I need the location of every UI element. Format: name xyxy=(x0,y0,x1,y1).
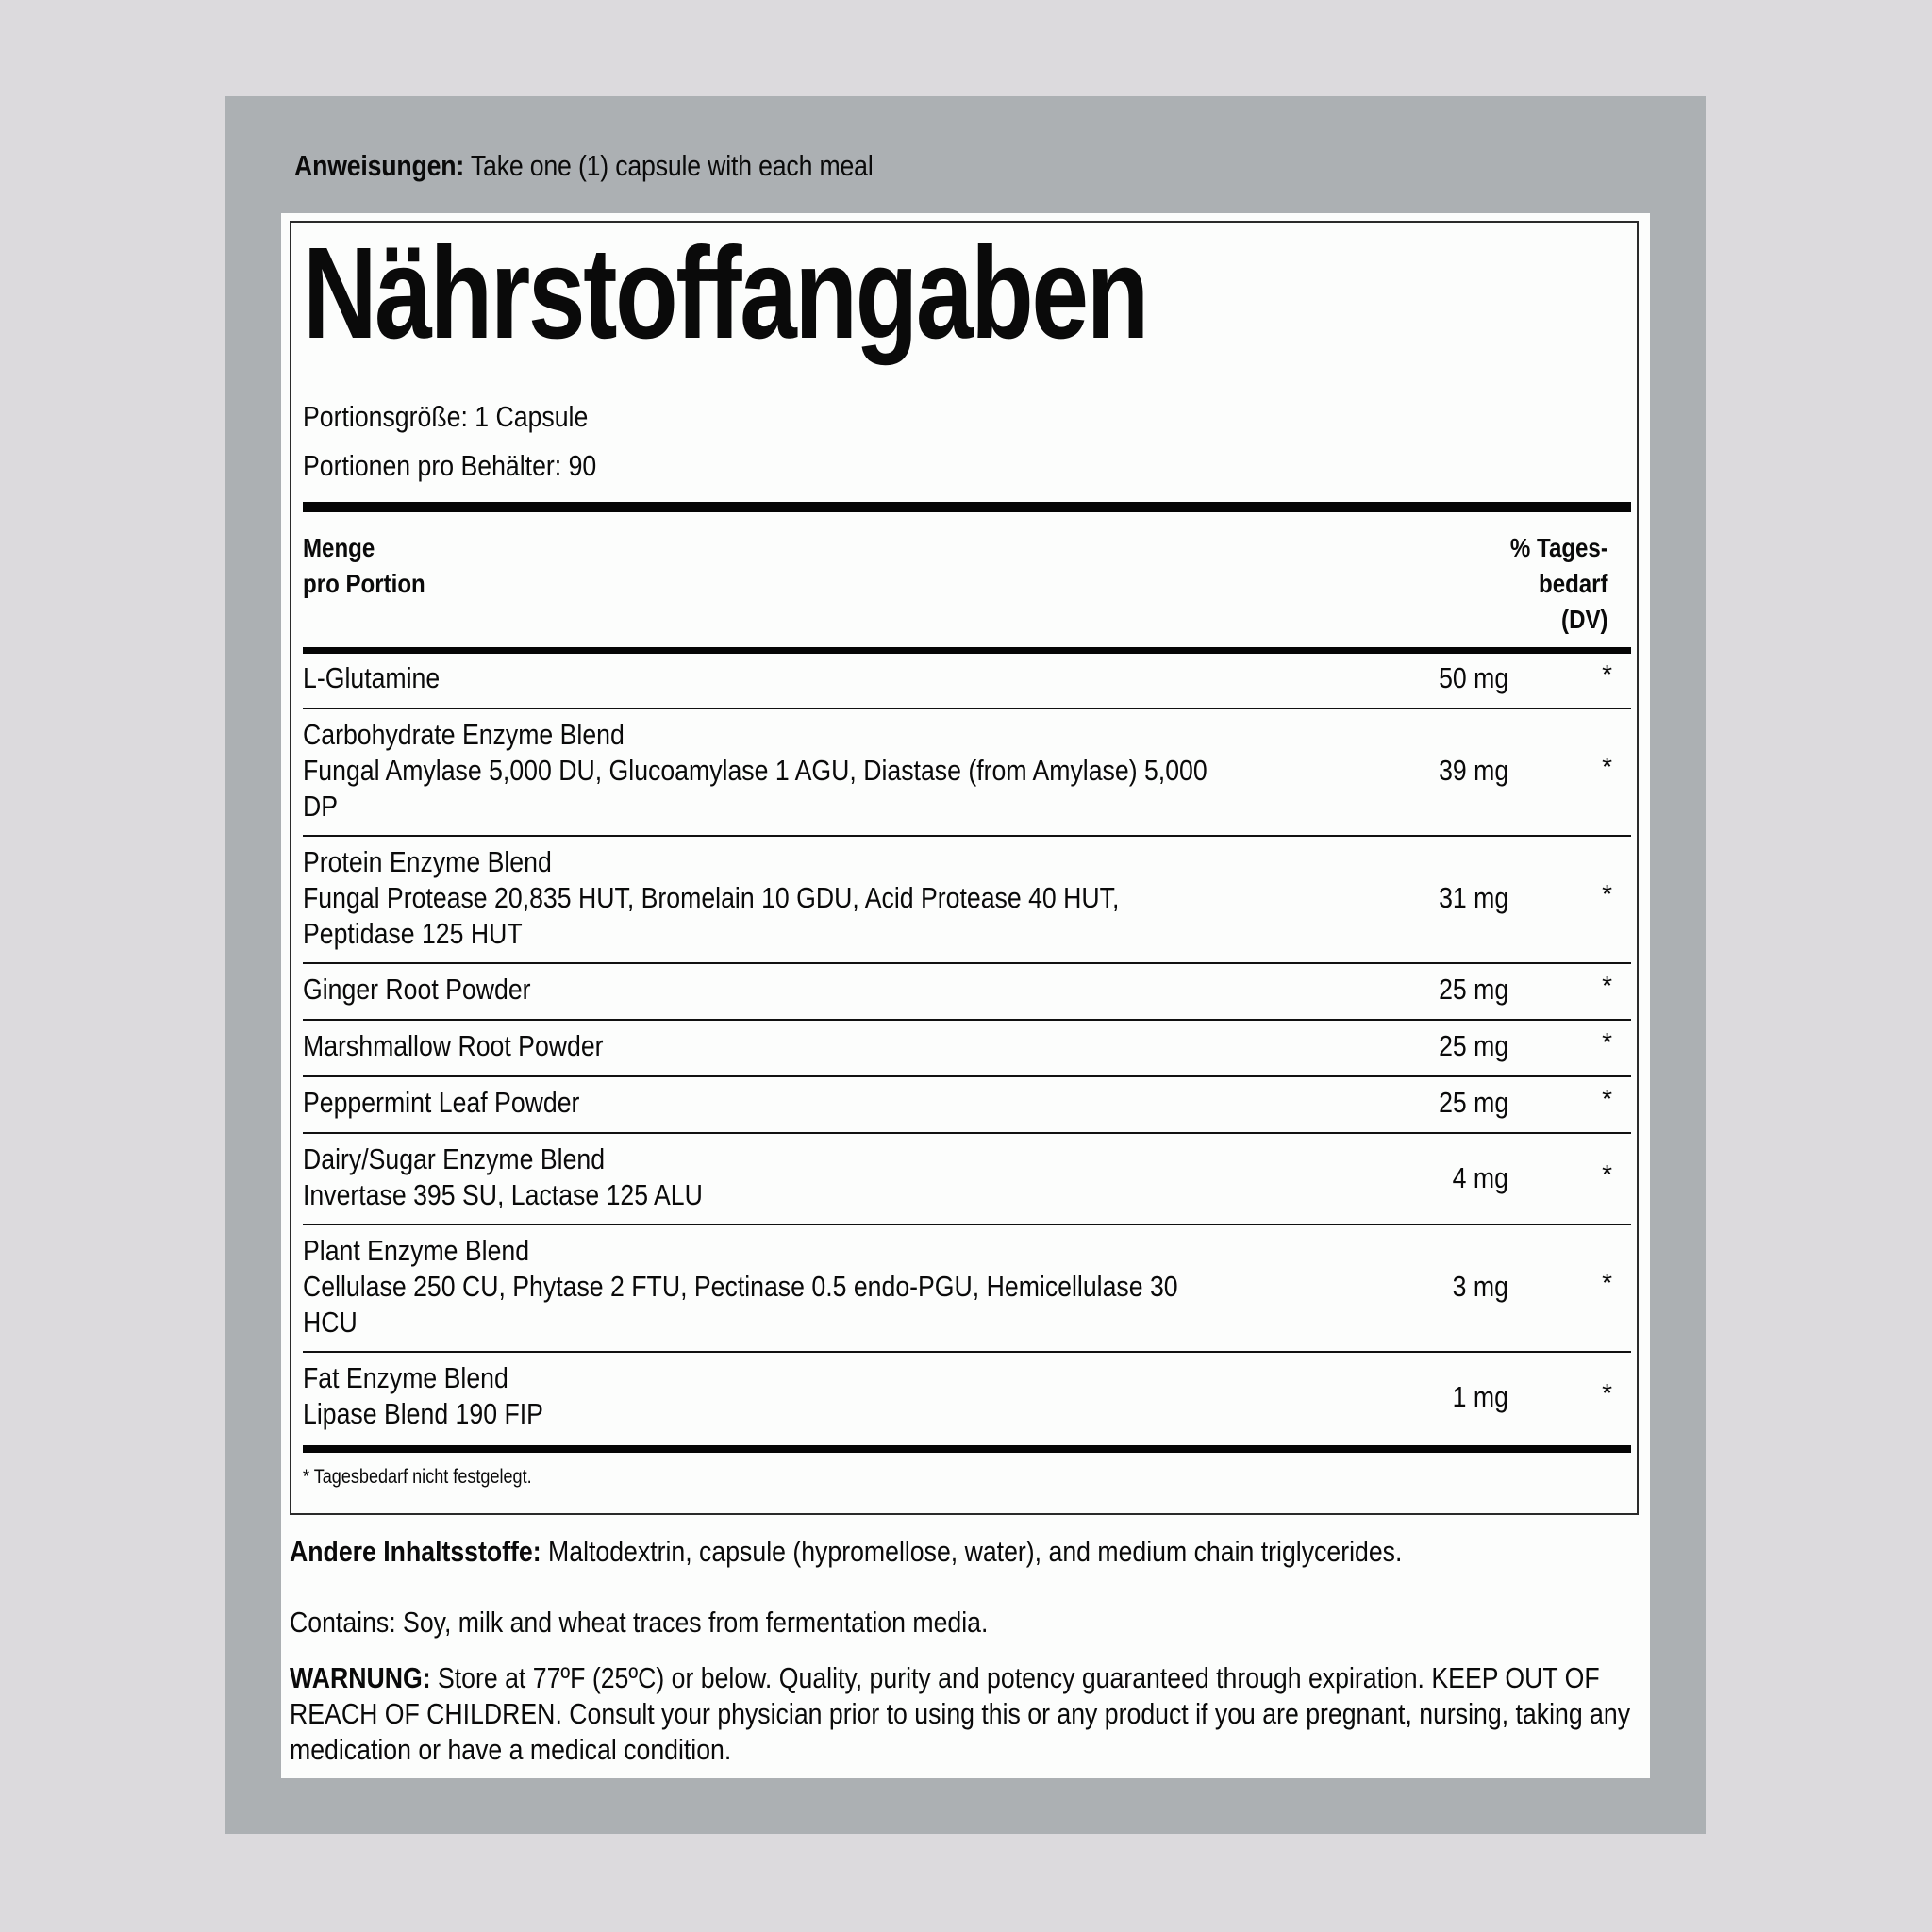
table-row xyxy=(303,1225,1631,1353)
table-row xyxy=(303,1353,1631,1444)
directions xyxy=(294,149,874,183)
footnote: * Tagesbedarf nicht festgelegt. xyxy=(303,1466,532,1488)
facts-title: Nährstoffangaben xyxy=(303,221,1147,366)
ingredients-table xyxy=(303,653,1631,1444)
daily-value: * xyxy=(1602,659,1612,689)
ingredient-amount: 39 mg xyxy=(1438,754,1508,787)
ingredient-amount: 3 mg xyxy=(1452,1270,1508,1303)
other-ingredients-text: Maltodextrin, capsule (hypromellose, water), and medium chain triglycerides. xyxy=(541,1535,1403,1568)
ingredient-amount: 25 mg xyxy=(1438,1029,1508,1062)
daily-value: * xyxy=(1602,1378,1612,1407)
ingredient-name: Fat Enzyme Blend Lipase Blend 190 FIP xyxy=(303,1361,543,1430)
ingredient-amount: 50 mg xyxy=(1438,661,1508,694)
table-row xyxy=(303,964,1631,1021)
ingredient-name: Marshmallow Root Powder xyxy=(303,1029,604,1062)
daily-value: * xyxy=(1602,971,1612,1000)
daily-value: * xyxy=(1602,1159,1612,1189)
daily-value: * xyxy=(1602,752,1612,781)
ingredient-amount: 31 mg xyxy=(1438,881,1508,914)
divider-thick xyxy=(303,502,1631,512)
daily-value: * xyxy=(1602,1268,1612,1297)
ingredient-amount: 1 mg xyxy=(1452,1380,1508,1413)
warning-label: WARNUNG: xyxy=(290,1661,431,1694)
divider-bottom xyxy=(303,1445,1631,1453)
other-ingredients-label: Andere Inhaltsstoffe: xyxy=(290,1535,541,1568)
ingredient-name: Peppermint Leaf Powder xyxy=(303,1086,580,1119)
header-daily-value: % Tages- bedarf (DV) xyxy=(1510,533,1608,634)
ingredient-name: Ginger Root Powder xyxy=(303,973,531,1006)
ingredient-name: Carbohydrate Enzyme Blend Fungal Amylase 5,000 DU, Glucoamylase 1 AGU, Diastase (from Amylase) 5,000 DP xyxy=(303,718,1208,823)
table-row xyxy=(303,709,1631,837)
warning: WARNUNG: Store at 77ºF (25ºC) or below. Quality, purity and potency guaranteed through expiration. KEEP OUT OF REACH OF CHILDREN. Consult your physician prior to using this or any product if you are pregnant, nursing, taking any medication or have a medical condition. xyxy=(290,1661,1631,1766)
table-row xyxy=(303,1134,1631,1225)
ingredient-name: Protein Enzyme Blend Fungal Protease 20,835 HUT, Bromelain 10 GDU, Acid Protease 40 HUT, Peptidase 125 HUT xyxy=(303,845,1120,950)
servings-per-container: Portionen pro Behälter: 90 xyxy=(303,449,597,482)
other-ingredients xyxy=(290,1534,1583,1570)
serving-size: Portionsgröße: 1 Capsule xyxy=(303,400,589,433)
directions-label: Anweisungen: xyxy=(294,149,465,182)
ingredient-name: Plant Enzyme Blend Cellulase 250 CU, Phytase 2 FTU, Pectinase 0.5 endo-PGU, Hemicellulase 30 HCU xyxy=(303,1234,1178,1339)
nutrition-facts-box xyxy=(290,221,1639,1515)
directions-text: Take one (1) capsule with each meal xyxy=(464,149,874,182)
daily-value: * xyxy=(1602,1084,1612,1113)
ingredient-amount: 4 mg xyxy=(1452,1161,1508,1194)
daily-value: * xyxy=(1602,879,1612,908)
table-row xyxy=(303,1077,1631,1134)
ingredient-amount: 25 mg xyxy=(1438,1086,1508,1119)
table-row xyxy=(303,653,1631,709)
table-row xyxy=(303,1021,1631,1077)
ingredient-amount: 25 mg xyxy=(1438,973,1508,1006)
ingredient-name: Dairy/Sugar Enzyme Blend Invertase 395 SU, Lactase 125 ALU xyxy=(303,1142,703,1211)
daily-value: * xyxy=(1602,1027,1612,1057)
header-amount-per-serving: Menge pro Portion xyxy=(303,533,425,598)
allergen-statement: Contains: Soy, milk and wheat traces from fermentation media. xyxy=(290,1606,989,1639)
table-row xyxy=(303,837,1631,964)
ingredient-name: L-Glutamine xyxy=(303,661,441,694)
